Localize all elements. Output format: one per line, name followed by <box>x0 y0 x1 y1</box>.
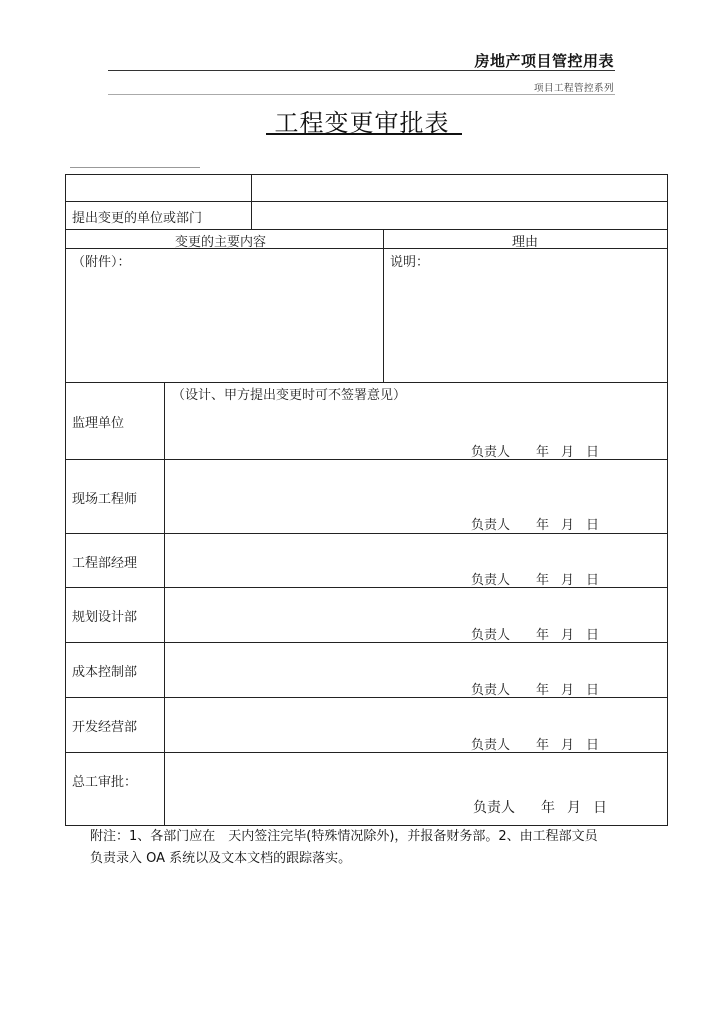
signature-line <box>471 679 599 698</box>
row-divider <box>65 533 668 534</box>
table-border-top <box>65 174 668 175</box>
header-rule <box>108 70 615 71</box>
signature-line <box>471 514 599 533</box>
row-label-engineering-manager: 工程部经理 <box>72 556 138 571</box>
sign-day: 日 <box>586 518 600 533</box>
row-divider <box>65 382 668 383</box>
col-divider <box>383 229 384 383</box>
footnote-line-1: 附注：1、各部门应在 天内签注完毕(特殊情况除外)，并报备财务部。2、由工程部文员 <box>90 829 598 844</box>
signature-line <box>471 441 599 460</box>
sign-day: 日 <box>593 800 607 816</box>
supervision-note: （设计、甲方提出变更时可不签署意见） <box>172 388 407 403</box>
sign-month: 月 <box>561 445 575 460</box>
title-underline <box>266 133 462 135</box>
sign-year: 年 <box>536 445 550 460</box>
sign-day: 日 <box>586 683 600 698</box>
header-rule-secondary <box>108 94 615 95</box>
sign-person: 负责人 <box>471 738 511 753</box>
sign-day: 日 <box>586 628 600 643</box>
sign-person: 负责人 <box>471 445 511 460</box>
sign-person: 负责人 <box>471 628 511 643</box>
sign-month: 月 <box>561 738 575 753</box>
main-content-header: 变更的主要内容 <box>175 235 267 250</box>
sign-month: 月 <box>561 573 575 588</box>
row-label-planning-design: 规划设计部 <box>72 610 138 625</box>
sign-day: 日 <box>586 738 600 753</box>
sign-year: 年 <box>536 518 550 533</box>
row-label-supervision: 监理单位 <box>72 416 125 431</box>
sign-year: 年 <box>536 573 550 588</box>
col-divider <box>164 382 165 825</box>
header-subtitle: 项目工程管控系列 <box>533 83 614 94</box>
row-label-chief-engineer: 总工审批： <box>72 775 138 790</box>
sign-day: 日 <box>586 445 600 460</box>
reason-header: 理由 <box>512 235 539 250</box>
signature-line <box>471 569 599 588</box>
sign-year: 年 <box>536 683 550 698</box>
explanation-label: 说明： <box>390 255 430 270</box>
sign-year: 年 <box>536 628 550 643</box>
sign-person: 负责人 <box>473 800 515 816</box>
row-divider <box>65 248 668 249</box>
sign-month: 月 <box>567 800 581 816</box>
row-label-development: 开发经营部 <box>72 720 138 735</box>
footnote-line-2: 负责录入 OA 系统以及文本文档的跟踪落实。 <box>90 851 352 866</box>
row-label-cost-control: 成本控制部 <box>72 665 138 680</box>
signature-line <box>471 734 599 753</box>
table-border-right <box>667 174 668 826</box>
row-label-site-engineer: 现场工程师 <box>72 492 138 507</box>
attachment-label: （附件）： <box>72 255 131 270</box>
sign-month: 月 <box>561 683 575 698</box>
sign-day: 日 <box>586 573 600 588</box>
faint-marker-line <box>70 167 200 168</box>
signature-line <box>473 797 607 817</box>
header-title: 房地产项目管控用表 <box>474 52 614 70</box>
sign-person: 负责人 <box>471 573 511 588</box>
sign-year: 年 <box>541 800 555 816</box>
row-divider <box>65 229 668 230</box>
sign-month: 月 <box>561 518 575 533</box>
sign-person: 负责人 <box>471 518 511 533</box>
signature-line <box>471 624 599 643</box>
sign-person: 负责人 <box>471 683 511 698</box>
proposer-label: 提出变更的单位或部门 <box>72 211 203 226</box>
row-divider <box>65 201 668 202</box>
sign-month: 月 <box>561 628 575 643</box>
document-title: 工程变更审批表 <box>274 109 450 137</box>
col-divider <box>251 174 252 230</box>
sign-year: 年 <box>536 738 550 753</box>
footnote <box>90 826 650 870</box>
table-border-left <box>65 174 66 826</box>
